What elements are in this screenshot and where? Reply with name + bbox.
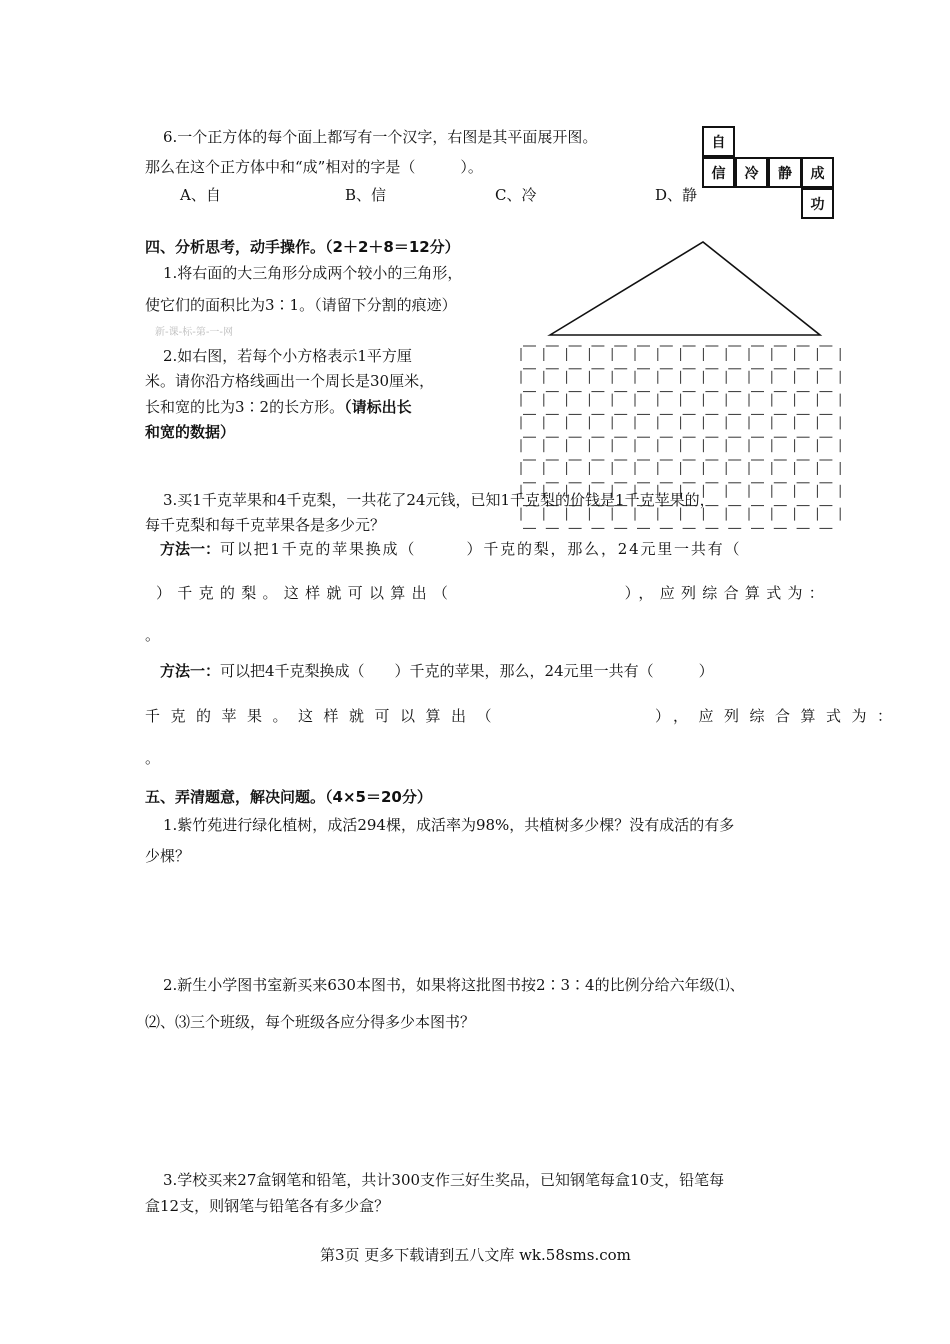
s4-q2-bold-note1: （请标出长 — [344, 398, 412, 416]
s4-q2-bold-note2: 和宽的数据） — [145, 423, 236, 441]
method-2-line1-text: 可以把4千克梨换成（ ）千克的苹果，那么，24元里一共有（ ） — [220, 662, 714, 680]
method-1-line1-text: 可以把1千克的苹果换成（ ）千克的梨，那么，24元里一共有（ — [220, 540, 742, 558]
page-footer: 第3页 更多下载请到五八文库 wk.58sms.com — [320, 1246, 631, 1264]
q6-option-c: C、冷 — [495, 186, 537, 204]
s4-q1-line2: 使它们的面积比为3∶1。（请留下分割的痕迹） — [145, 296, 457, 314]
q6-option-d: D、静 — [655, 186, 698, 204]
s5-q3-line1: 3.学校买来27盒钢笔和铅笔，共计300支作三好生奖品，已知钢笔每盒10支，铅笔每 — [163, 1171, 725, 1189]
net-face-4: 静 — [768, 157, 802, 188]
s5-q2-line1: 2.新生小学图书室新买来630本图书，如果将这批图书按2∶3∶4的比例分给六年级⑴、 — [163, 976, 745, 994]
s4-q1-line1: 1.将右面的大三角形分成两个较小的三角形， — [163, 264, 463, 282]
net-face-1: 自 — [702, 126, 735, 157]
s4-q2-line3 — [145, 400, 412, 415]
s5-q2-line2: ⑵、⑶三个班级，每个班级各应分得多少本图书？ — [145, 1013, 476, 1031]
method-2-line2: 千克的苹果。这样就可以算出（ ），应列综合算式为： — [145, 707, 903, 725]
big-triangle — [545, 238, 825, 338]
q6-line1: 6.一个正方体的每个面上都写有一个汉字，右图是其平面展开图。 — [163, 128, 598, 146]
s5-q1-line2: 少棵？ — [145, 847, 191, 865]
q6-option-a: A、自 — [180, 186, 221, 204]
s5-q1-line1: 1.紫竹苑进行绿化植树，成活294棵，成活率为98%，共植树多少棵？没有成活的有多 — [163, 816, 735, 834]
s4-q2-line2: 米。请你沿方格线画出一个周长是30厘米， — [145, 372, 435, 390]
net-face-3: 冷 — [735, 157, 768, 188]
method-1-line1 — [160, 542, 741, 557]
section-4-title: 四、分析思考，动手操作。（2＋2＋8＝12分） — [145, 238, 460, 256]
method-1-line3: 。 — [145, 626, 161, 644]
s4-q3-line2: 每千克梨和每千克苹果各是多少元？ — [145, 516, 386, 534]
method-2-label: 方法一： — [160, 662, 221, 680]
q6-option-b: B、信 — [345, 186, 387, 204]
s4-q2-line1: 2.如右图，若每个小方格表示1平方厘 — [163, 347, 412, 365]
section-5-title: 五、弄清题意，解决问题。（4×5＝20分） — [145, 788, 432, 806]
s4-q3-line1: 3.买1千克苹果和4千克梨，一共花了24元钱，已知1千克梨的价钱是1千克苹果的， — [163, 491, 715, 509]
method-1-label: 方法一： — [160, 540, 221, 558]
watermark: 新-课-标-第-一-网 — [155, 327, 234, 338]
method-2-line1 — [160, 664, 714, 679]
s5-q3-line2: 盒12支，则钢笔与铅笔各有多少盒？ — [145, 1197, 390, 1215]
net-face-6: 功 — [801, 188, 834, 219]
q6-line2: 那么在这个正方体中和“成”相对的字是（ ）。 — [145, 158, 483, 176]
net-face-2: 信 — [702, 157, 735, 188]
method-2-line3: 。 — [145, 749, 161, 767]
method-1-line2: ）千克的梨。这样就可以算出（ ），应列综合算式为： — [156, 584, 831, 602]
s4-q2-line3-text: 长和宽的比为3∶2的长方形。 — [145, 398, 345, 416]
net-face-5: 成 — [801, 157, 834, 188]
